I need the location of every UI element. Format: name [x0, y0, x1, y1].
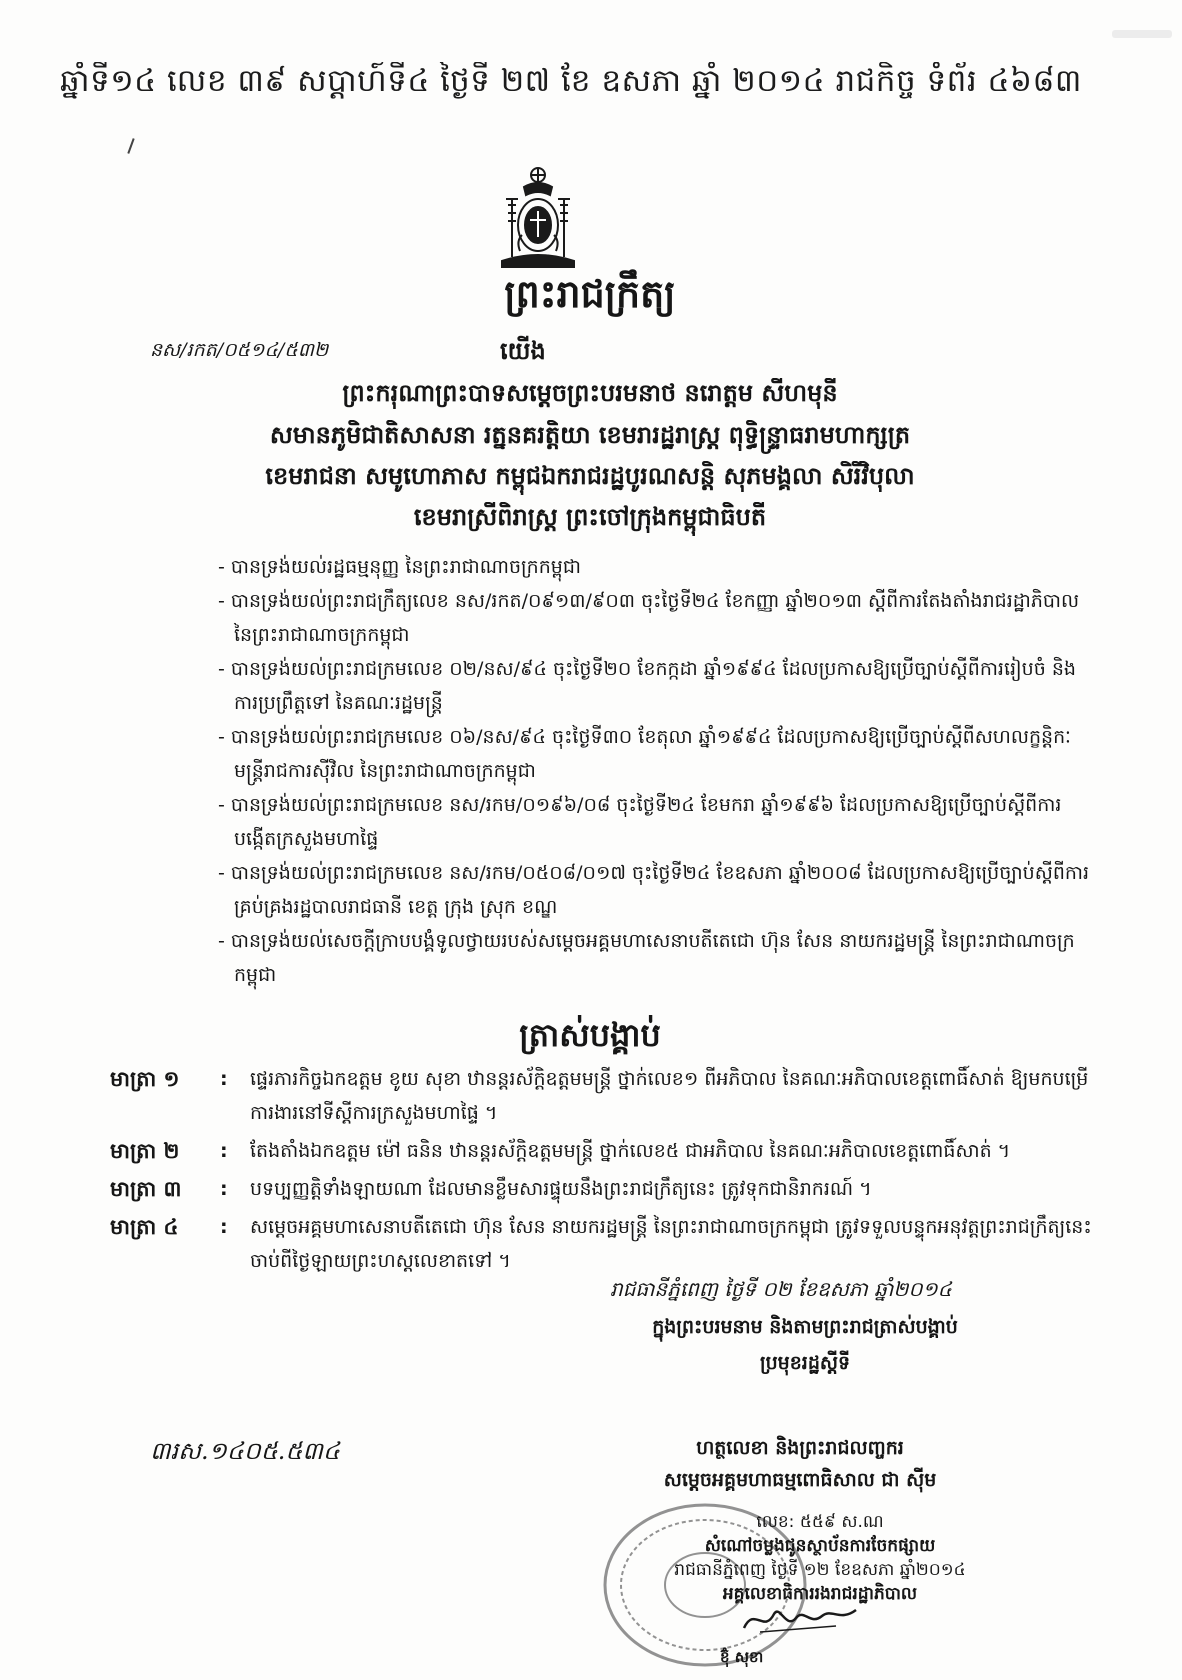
preamble-item: - បានទ្រង់យល់សេចក្តីក្រាបបង្គំទូលថ្វាយរបស់សម្តេចអគ្គមហាសេនាបតីតេជោ ហ៊ុន សែន នាយករដ្ឋមន្ត្រី នៃព្រះរាជាណាចក្រកម្ពុជា	[218, 924, 1098, 992]
king-title-line: ខេមរាជនា សមូហោភាស កម្ពុជឯករាជរដ្ឋបូរណសន្តិ សុភមង្គលា សិរីវិបុលា	[265, 462, 915, 490]
decree-title: ព្រះរាជក្រឹត្យ	[504, 272, 676, 316]
distribution-date: រាជធានីភ្នំពេញ ថ្ងៃទី ១២ ខែឧសភា ឆ្នាំ២០១៤	[674, 1560, 966, 1580]
preamble-item: - បានទ្រង់យល់ព្រះរាជក្រមលេខ នស/រកម/០១៩៦/០៨ ចុះថ្ងៃទី២៤ ខែមករា ឆ្នាំ១៩៩៦ ដែលប្រកាសឱ្យប្រើច្បាប់ស្តីពីការបង្កើតក្រសួងមហាផ្ទៃ	[218, 788, 1098, 856]
article-text: ផ្ទេរភារកិច្ចឯកឧត្តម ខូយ សុខា ឋានន្តរស័ក្តិឧត្តមមន្ត្រី ថ្នាក់លេខ១ ពីអភិបាល នៃគណៈអភិបាលខេត្តពោធិ៍សាត់ ឱ្យមកបម្រើការងារនៅទីស្តីការក្រសួងមហាផ្ទៃ ។	[250, 1068, 1089, 1124]
articles-section	[110, 1062, 1110, 1282]
decree-we: យើង	[500, 337, 546, 365]
copy-number: ៣រស.១៤០៥.៥៣៤	[150, 1437, 340, 1465]
article-text: បទប្បញ្ញត្តិទាំងឡាយណា ដែលមានខ្លឹមសារផ្ទុយនឹងព្រះរាជក្រឹត្យនេះ ត្រូវទុកជានិរាករណ៍ ។	[250, 1178, 872, 1200]
preamble-list	[218, 550, 1098, 992]
official-name: ខ៊ុំ សុខា	[720, 1648, 764, 1666]
preamble-item: - បានទ្រង់យល់ព្រះរាជក្រមលេខ ០៦/នស/៩៤ ចុះថ្ងៃទី៣០ ខែតុលា ឆ្នាំ១៩៩៤ ដែលប្រកាសឱ្យប្រើច្បាប់ស្តីពីសហលក្ខន្តិកៈមន្ត្រីរាជការស៊ីវិល នៃព្រះរាជាណាចក្រកម្ពុជា	[218, 720, 1098, 788]
preamble-item: - បានទ្រង់យល់ព្រះរាជក្រមលេខ ០២/នស/៩៤ ចុះថ្ងៃទី២០ ខែកក្កដា ឆ្នាំ១៩៩៤ ដែលប្រកាសឱ្យប្រើច្បាប់ស្តីពីការរៀបចំ និងការប្រព្រឹត្តទៅ នៃគណៈរដ្ឋមន្ត្រី	[218, 652, 1098, 720]
article-colon: :	[220, 1068, 228, 1090]
king-title-line: ខេមរាស្រីពិរាស្ត្រ ព្រះចៅក្រុងកម្ពុជាធិបតី	[413, 503, 767, 531]
distribution-block	[610, 1510, 1030, 1606]
distribution-title: សំណៅចម្លងជូនស្ថាប័នការចែកផ្សាយ	[704, 1536, 936, 1556]
scan-artifact	[1112, 30, 1172, 38]
signature-authority: ក្នុងព្រះបរមនាម និងតាមព្រះរាជត្រាស់បង្គាប់	[652, 1316, 958, 1338]
king-title-line: ព្រះករុណាព្រះបាទសម្តេចព្រះបរមនាថ នរោត្តម សីហមុនី	[342, 379, 838, 407]
decree-ref-number: នស/រកត/០៥១៤/៥៣២	[150, 339, 329, 361]
article	[110, 1134, 1110, 1168]
article	[110, 1062, 1110, 1130]
distribution-number: លេខ: ៥៥៩ ស.ណ	[756, 1512, 884, 1532]
secretariat-line: សម្តេចអគ្គមហាធម្មពោធិសាល ជា ស៊ីម	[663, 1469, 937, 1491]
preamble-item: - បានទ្រង់យល់ព្រះរាជក្រមលេខ នស/រកម/០៥០៨/០១៧ ចុះថ្ងៃទី២៤ ខែឧសភា ឆ្នាំ២០០៨ ដែលប្រកាសឱ្យប្រើច្បាប់ស្តីពីការគ្រប់គ្រងរដ្ឋបាលរាជធានី ខេត្ត ក្រុង ស្រុក ខណ្ឌ	[218, 856, 1098, 924]
article-text: តែងតាំងឯកឧត្តម ម៉ៅ ធនិន ឋានន្តរស័ក្តិឧត្តមមន្ត្រី ថ្នាក់លេខ៥ ជាអភិបាល នៃគណៈអភិបាលខេត្តពោធិ៍សាត់ ។	[250, 1140, 1011, 1162]
stray-pen-mark	[127, 138, 134, 154]
gazette-header: ឆ្នាំទី១៤ លេខ ៣៩ សប្ដាហ៍ទី៤ ថ្ងៃទី ២៧ ខែ ឧសភា ឆ្នាំ ២០១៤ រាជកិច្ច ទំព័រ ៤៦៨៣	[60, 63, 1082, 99]
secretariat-block	[580, 1432, 1020, 1496]
distribution-role: អគ្គលេខាធិការរងរាជរដ្ឋាភិបាល	[722, 1584, 918, 1604]
article-text: សម្តេចអគ្គមហាសេនាបតីតេជោ ហ៊ុន សែន នាយករដ្ឋមន្ត្រី នៃព្រះរាជាណាចក្រកម្ពុជា ត្រូវទទួលបន្ទុកអនុវត្តព្រះរាជក្រឹត្យនេះ ចាប់ពីថ្ងៃឡាយព្រះហស្តលេខាតទៅ ។	[250, 1216, 1092, 1272]
preamble-item: - បានទ្រង់យល់រដ្ឋធម្មនុញ្ញ នៃព្រះរាជាណាចក្រកម្ពុជា	[218, 550, 1098, 584]
king-title-line: សមានភូមិជាតិសាសនា រត្ននគរត្ដិយា ខេមរារដ្ឋរាស្ត្រ ពុទ្ធិន្ទ្រាធរាមហាក្សត្រ	[269, 421, 911, 449]
royal-emblem-icon	[490, 165, 586, 271]
preamble-item: - បានទ្រង់យល់ព្រះរាជក្រឹត្យលេខ នស/រកត/០៩១៣/៩០៣ ចុះថ្ងៃទី២៤ ខែកញ្ញា ឆ្នាំ២០១៣ ស្តីពីការតែងតាំងរាជរដ្ឋាភិបាល នៃព្រះរាជាណាចក្រកម្ពុជា	[218, 584, 1098, 652]
article	[110, 1210, 1110, 1278]
article-colon: :	[220, 1140, 228, 1162]
secretariat-line: ហត្ថលេខា និងព្រះរាជលញ្ចករ	[696, 1437, 904, 1459]
handwritten-signature-icon	[740, 1600, 860, 1640]
article-label: មាត្រា ២	[110, 1139, 180, 1163]
acting-head-of-state: ប្រមុខរដ្ឋស្តីទី	[759, 1352, 851, 1374]
article-label: មាត្រា ៣	[110, 1177, 182, 1201]
article-colon: :	[220, 1178, 228, 1200]
article-colon: :	[220, 1216, 228, 1238]
closing-date: រាជធានីភ្នំពេញ ថ្ងៃទី ០២ ខែឧសភា ឆ្នាំ២០១៤	[610, 1277, 952, 1301]
article	[110, 1172, 1110, 1206]
order-title: ត្រាស់បង្គាប់	[519, 1016, 661, 1054]
article-label: មាត្រា ១	[110, 1067, 180, 1091]
article-label: មាត្រា ៤	[110, 1215, 179, 1239]
